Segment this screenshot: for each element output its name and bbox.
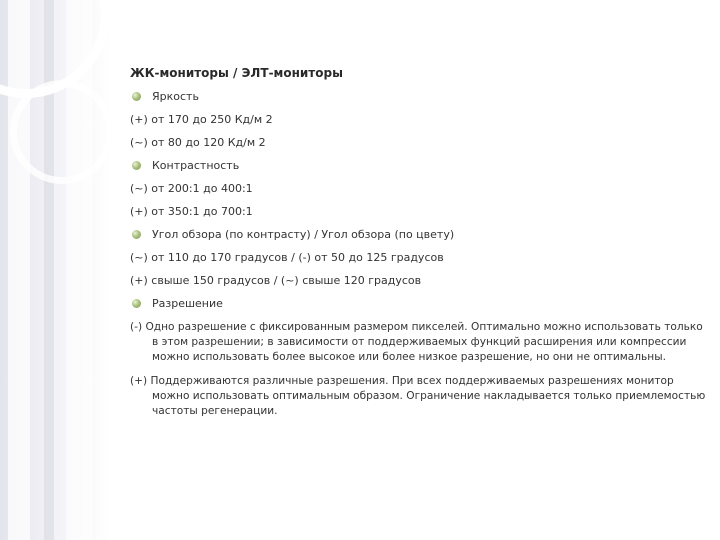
slide-heading: ЖК-мониторы / ЭЛТ-мониторы	[130, 66, 343, 80]
spec-line: (~) от 200:1 до 400:1	[130, 182, 253, 195]
bullet-icon	[132, 299, 141, 308]
bullet-text: Угол обзора (по контрасту) / Угол обзора (по цвету)	[152, 228, 455, 241]
resolution-paragraph-crt: (+) Поддерживаются различные разрешения. При всех поддерживаемых разрешениях монитор можно использовать оптимальным образом. Ограничение накладывается только приемлемостью частоты регенерации.	[130, 375, 706, 417]
decorative-side-band	[0, 0, 112, 540]
bullet-icon	[132, 230, 141, 239]
resolution-paragraph-lcd: (-) Одно разрешение с фиксированным размером пикселей. Оптимально можно использовать только в этом разрешении; в зависимости от поддерживаемых функций расширения или компрессии можно использовать более высокое или более низкое разрешение, но они не оптимальны.	[130, 321, 703, 363]
spec-line: (~) от 110 до 170 градусов / (-) от 50 до 125 градусов	[130, 251, 444, 264]
spec-line: (~) от 80 до 120 Кд/м 2	[130, 136, 266, 149]
bullet-icon	[132, 92, 141, 101]
spec-line: (+) от 350:1 до 700:1	[130, 205, 253, 218]
spec-line: (+) от 170 до 250 Кд/м 2	[130, 113, 273, 126]
bullet-item-contrast	[130, 159, 708, 173]
slide-content	[130, 64, 708, 428]
bullet-icon	[132, 161, 141, 170]
bullet-item-resolution	[130, 297, 708, 311]
bullet-text: Яркость	[152, 90, 199, 103]
bullet-item-viewing-angle	[130, 228, 708, 242]
decorative-ring	[10, 80, 112, 184]
bullet-item-brightness	[130, 90, 708, 104]
spec-line: (+) свыше 150 градусов / (~) свыше 120 градусов	[130, 274, 422, 287]
bullet-text: Разрешение	[152, 297, 223, 310]
bullet-text: Контрастность	[152, 159, 240, 172]
